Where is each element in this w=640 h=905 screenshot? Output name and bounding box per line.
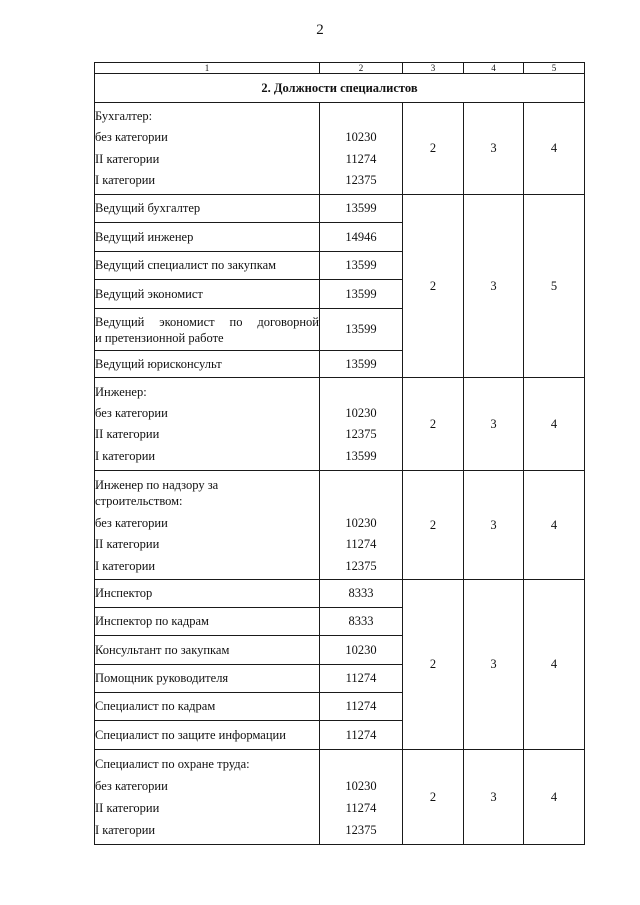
section-title: 2. Должности специалистов (95, 74, 585, 103)
salary-value: 11274 (320, 721, 403, 750)
position-name: Консультант по закупкам (95, 636, 320, 665)
column-header-row (95, 63, 585, 74)
col4-value: 3 (464, 378, 524, 471)
category-name: I категории (95, 823, 156, 837)
col3-value: 2 (403, 378, 464, 471)
table-row (95, 195, 585, 223)
salary-value: 11274 (345, 537, 377, 552)
position-name: Ведущий инженер (95, 223, 320, 252)
category-name: без категории (95, 515, 168, 530)
category-name: I категории (95, 558, 156, 573)
group-title: Инженер: (95, 384, 147, 399)
salary-value: 11274 (320, 665, 403, 693)
salary-cell (320, 471, 403, 580)
salary-value: 12375 (345, 558, 377, 573)
salary-value: 14946 (320, 223, 403, 252)
col4-value: 3 (464, 750, 524, 845)
col3-value: 2 (403, 580, 464, 750)
position-name: Ведущий специалист по закупкам (95, 252, 320, 280)
position-name: Ведущий юрисконсульт (95, 351, 320, 378)
col4-value: 3 (464, 195, 524, 378)
position-name: Специалист по кадрам (95, 693, 320, 721)
col5-value: 5 (524, 195, 585, 378)
staff-table (94, 62, 585, 845)
group-title-line: Инженер по надзору за (95, 477, 219, 492)
section-row (95, 74, 585, 103)
category-name: I категории (95, 448, 156, 463)
salary-value: 10230 (345, 779, 377, 793)
salary-value: 13599 (320, 195, 403, 223)
position-name-line: Ведущий экономист по договорной (95, 314, 319, 329)
col5-value: 4 (524, 750, 585, 845)
col3-value: 2 (403, 195, 464, 378)
col5-value: 4 (524, 103, 585, 195)
salary-value: 8333 (320, 580, 403, 608)
column-header: 4 (464, 63, 524, 74)
table-row (95, 750, 585, 845)
column-header: 2 (320, 63, 403, 74)
salary-cell (320, 378, 403, 471)
salary-value: 10230 (345, 515, 377, 530)
salary-value: 13599 (345, 448, 377, 463)
table-row (95, 378, 585, 471)
position-name: Ведущий экономист (95, 280, 320, 309)
col3-value: 2 (403, 750, 464, 845)
group-title: Специалист по охране труда: (95, 757, 250, 771)
salary-cell (320, 103, 403, 195)
category-name: II категории (95, 427, 160, 442)
col4-value: 3 (464, 580, 524, 750)
salary-value: 8333 (320, 608, 403, 636)
salary-value: 12375 (345, 173, 377, 188)
position-name-cell (95, 378, 320, 471)
page-number: 2 (316, 22, 324, 38)
col3-value: 2 (403, 471, 464, 580)
position-name: Помощник руководителя (95, 665, 320, 693)
salary-value: 13599 (320, 351, 403, 378)
salary-value: 12375 (345, 823, 377, 837)
salary-value: 12375 (345, 427, 377, 442)
position-name-line: и претензионной работе (95, 330, 224, 345)
salary-value: 10230 (345, 405, 377, 420)
position-name: Ведущий бухгалтер (95, 195, 320, 223)
position-name: Инспектор по кадрам (95, 608, 320, 636)
col4-value: 3 (464, 471, 524, 580)
salary-value: 10230 (320, 636, 403, 665)
category-name: I категории (95, 173, 156, 188)
col4-value: 3 (464, 103, 524, 195)
salary-cell (320, 750, 403, 845)
position-name: Инспектор (95, 580, 320, 608)
category-name: без категории (95, 405, 168, 420)
salary-value: 11274 (345, 801, 377, 815)
position-name-cell (95, 103, 320, 195)
table-row (95, 103, 585, 195)
group-title-line: строительством: (95, 493, 183, 508)
table-row (95, 580, 585, 608)
col5-value: 4 (524, 378, 585, 471)
category-name: II категории (95, 801, 160, 815)
salary-value: 11274 (345, 151, 377, 166)
salary-value: 13599 (320, 252, 403, 280)
column-header: 5 (524, 63, 585, 74)
salary-value: 10230 (345, 130, 377, 145)
category-name: без категории (95, 779, 168, 793)
salary-value: 11274 (320, 693, 403, 721)
position-name (95, 309, 320, 351)
category-name: II категории (95, 151, 160, 166)
position-name: Специалист по защите информации (95, 721, 320, 750)
position-name-cell (95, 750, 320, 845)
col5-value: 4 (524, 580, 585, 750)
col5-value: 4 (524, 471, 585, 580)
column-header: 1 (95, 63, 320, 74)
position-name-cell (95, 471, 320, 580)
group-title: Бухгалтер: (95, 109, 153, 124)
category-name: без категории (95, 130, 168, 145)
salary-value: 13599 (320, 309, 403, 351)
salary-value: 13599 (320, 280, 403, 309)
category-name: II категории (95, 537, 160, 552)
column-header: 3 (403, 63, 464, 74)
group-title (95, 473, 319, 513)
col3-value: 2 (403, 103, 464, 195)
table-row (95, 471, 585, 580)
